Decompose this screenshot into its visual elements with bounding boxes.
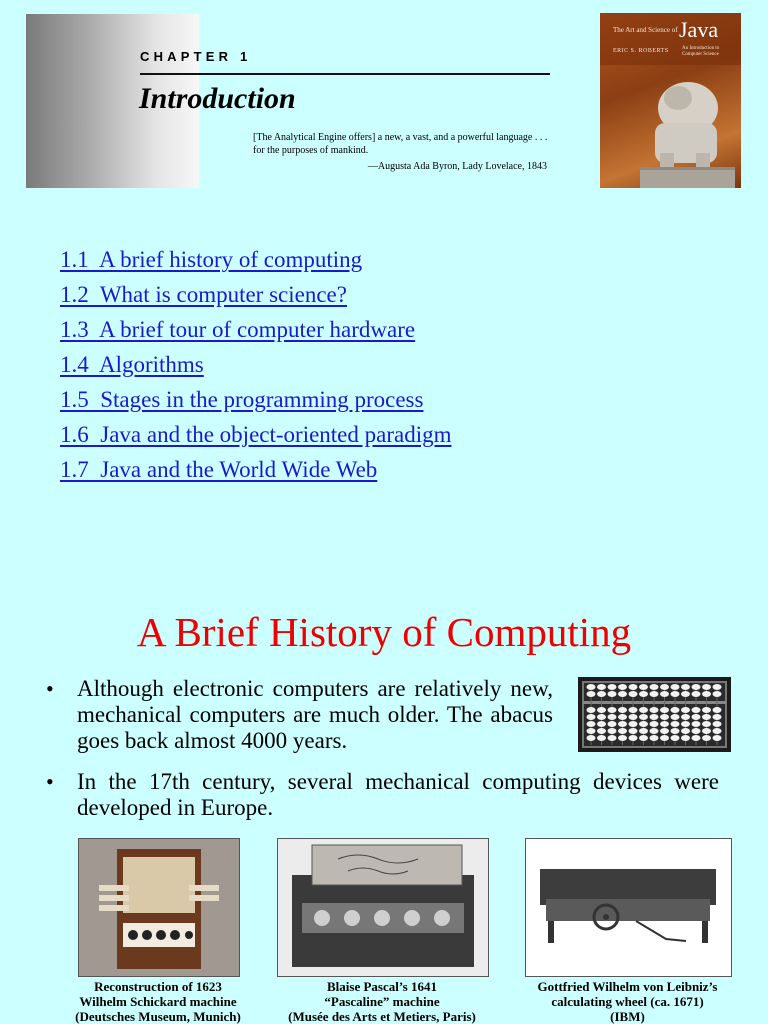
toc-link-1-1[interactable]: 1.1 A brief history of computing: [60, 247, 363, 272]
abacus-bead: [597, 714, 606, 720]
abacus-bead: [587, 714, 596, 720]
abacus-bead: [608, 707, 617, 713]
abacus-bead: [692, 707, 701, 713]
abacus-bead: [681, 707, 690, 713]
schickard-machine-illustration: [79, 839, 239, 976]
toc-link-1-2[interactable]: 1.2 What is computer science?: [60, 282, 347, 307]
chapter-label: CHAPTER 1: [140, 49, 252, 64]
table-of-contents: [60, 246, 452, 491]
book-cover-subtitle: An Introduction to Computer Science: [682, 46, 720, 57]
abacus-bead: [692, 721, 701, 727]
abacus-bead: [650, 691, 659, 697]
abacus-bead: [608, 728, 617, 734]
abacus-bead: [713, 691, 722, 697]
abacus-bead: [608, 721, 617, 727]
book-cover-small-title: The Art and Science of: [613, 26, 678, 34]
abacus-bead: [660, 721, 669, 727]
abacus-bead: [618, 691, 627, 697]
abacus-bead: [702, 684, 711, 690]
abacus-bead: [660, 735, 669, 741]
abacus-bead: [671, 721, 680, 727]
abacus-bead: [671, 728, 680, 734]
abacus-bead: [702, 714, 711, 720]
toc-item: [60, 421, 452, 456]
abacus-bead: [713, 735, 722, 741]
schickard-machine-photo: [78, 838, 240, 977]
abacus-bead: [639, 735, 648, 741]
abacus-bead: [629, 707, 638, 713]
abacus-bead: [713, 721, 722, 727]
caption-line: (Deutsches Museum, Munich): [75, 1009, 241, 1024]
abacus-bead: [639, 728, 648, 734]
abacus-bead: [629, 714, 638, 720]
abacus-bead: [587, 707, 596, 713]
abacus-bead: [597, 721, 606, 727]
abacus-bead: [639, 721, 648, 727]
abacus-bead: [587, 684, 596, 690]
abacus-bead: [660, 728, 669, 734]
chapter-divider: [140, 73, 550, 75]
toc-link-1-7[interactable]: 1.7 Java and the World Wide Web: [60, 457, 378, 482]
toc-item: [60, 316, 452, 351]
abacus-bead: [692, 728, 701, 734]
leibniz-wheel-illustration: [526, 839, 731, 976]
abacus-bead: [660, 684, 669, 690]
abacus-illustration: [578, 677, 731, 752]
caption-line: (IBM): [610, 1009, 645, 1024]
abacus-bead: [660, 691, 669, 697]
abacus-bead: [650, 721, 659, 727]
abacus-bead: [650, 714, 659, 720]
abacus-bead: [681, 714, 690, 720]
abacus-bead: [681, 735, 690, 741]
caption-pascal: [262, 979, 502, 1024]
toc-item: [60, 456, 452, 491]
abacus-bead: [587, 728, 596, 734]
abacus-bead: [618, 707, 627, 713]
caption-line: Wilhelm Schickard machine: [79, 994, 237, 1009]
abacus-bead: [618, 714, 627, 720]
abacus-bead: [618, 728, 627, 734]
abacus-bead: [660, 707, 669, 713]
abacus-bead: [681, 728, 690, 734]
abacus-bead: [639, 714, 648, 720]
abacus-bead: [650, 707, 659, 713]
abacus-bead: [597, 735, 606, 741]
pascaline-illustration: [278, 839, 488, 976]
abacus-bead: [660, 714, 669, 720]
toc-link-1-5[interactable]: 1.5 Stages in the programming process: [60, 387, 424, 412]
history-title: A Brief History of Computing: [136, 609, 632, 655]
caption-line: calculating wheel (ca. 1671): [551, 994, 704, 1009]
abacus-bead: [671, 707, 680, 713]
abacus-bead: [692, 684, 701, 690]
abacus-bead: [681, 684, 690, 690]
chapter-title: Introduction: [139, 82, 296, 115]
toc-item: [60, 386, 452, 421]
bullet-marker: •: [46, 769, 54, 794]
abacus-bead: [671, 714, 680, 720]
leibniz-wheel-photo: [525, 838, 732, 977]
book-cover-author: ERIC S. ROBERTS: [613, 48, 669, 54]
abacus-bead: [702, 691, 711, 697]
abacus-bead: [639, 684, 648, 690]
caption-line: “Pascaline” machine: [324, 994, 440, 1009]
abacus-bead: [639, 691, 648, 697]
abacus-bead: [629, 728, 638, 734]
abacus-bead: [629, 684, 638, 690]
toc-link-1-6[interactable]: 1.6 Java and the object-oriented paradigm: [60, 422, 452, 447]
bullet-abacus: Although electronic computers are relatively new, mechanical computers are much older. The abacus goes back almost 4000 years.: [77, 676, 553, 753]
abacus-bead: [702, 707, 711, 713]
abacus-bead: [597, 684, 606, 690]
book-cover-image: [600, 13, 741, 188]
abacus-bead: [597, 728, 606, 734]
abacus-bead: [713, 707, 722, 713]
abacus-bead: [608, 735, 617, 741]
abacus-bead: [597, 707, 606, 713]
abacus-bead: [692, 714, 701, 720]
abacus-bead: [597, 691, 606, 697]
abacus-bead: [692, 735, 701, 741]
abacus-bead: [702, 721, 711, 727]
pascaline-photo: [277, 838, 489, 977]
abacus-bead: [608, 684, 617, 690]
toc-link-1-4[interactable]: 1.4 Algorithms: [60, 352, 204, 377]
abacus-bead: [629, 735, 638, 741]
abacus-bead: [639, 707, 648, 713]
toc-item: [60, 351, 452, 386]
abacus-bead: [713, 684, 722, 690]
abacus-bead: [713, 714, 722, 720]
toc-link-1-3[interactable]: 1.3 A brief tour of computer hardware: [60, 317, 416, 342]
abacus-bead: [618, 735, 627, 741]
toc-item: [60, 246, 452, 281]
abacus-bead: [713, 728, 722, 734]
abacus-bead: [587, 721, 596, 727]
abacus-bead: [681, 691, 690, 697]
epigraph-quote: [The Analytical Engine offers] a new, a vast, and a powerful language . . . for the purposes of mankind.: [253, 132, 548, 156]
abacus-bead: [671, 684, 680, 690]
abacus-bead: [629, 721, 638, 727]
abacus-bead: [650, 735, 659, 741]
caption-schickard: [40, 979, 276, 1024]
bullet-17th-century: In the 17th century, several mechanical computing devices were developed in Europe.: [77, 769, 719, 820]
caption-line: Gottfried Wilhelm von Leibniz’s: [537, 979, 718, 994]
abacus-bead: [702, 735, 711, 741]
abacus-bead: [650, 684, 659, 690]
abacus-bead: [608, 714, 617, 720]
abacus-bead: [587, 735, 596, 741]
epigraph-attribution: —Augusta Ada Byron, Lady Lovelace, 1843: [367, 161, 547, 172]
toc-item: [60, 281, 452, 316]
caption-line: (Musée des Arts et Metiers, Paris): [288, 1009, 476, 1024]
bullet-marker: •: [46, 676, 54, 701]
abacus-bead: [702, 728, 711, 734]
abacus-bead: [671, 691, 680, 697]
abacus-bead: [692, 691, 701, 697]
abacus-bead: [587, 691, 596, 697]
abacus-bead: [650, 728, 659, 734]
book-cover-title: Java: [679, 17, 719, 42]
abacus-bead: [629, 691, 638, 697]
lion-statue-illustration: [600, 13, 741, 188]
abacus-bead: [671, 735, 680, 741]
abacus-bead: [618, 684, 627, 690]
caption-line: Blaise Pascal’s 1641: [326, 979, 437, 994]
abacus-bead: [681, 721, 690, 727]
caption-leibniz: [505, 979, 750, 1024]
abacus-image: [578, 677, 731, 752]
caption-line: Reconstruction of 1623: [94, 979, 222, 994]
abacus-bead: [608, 691, 617, 697]
abacus-bead: [618, 721, 627, 727]
